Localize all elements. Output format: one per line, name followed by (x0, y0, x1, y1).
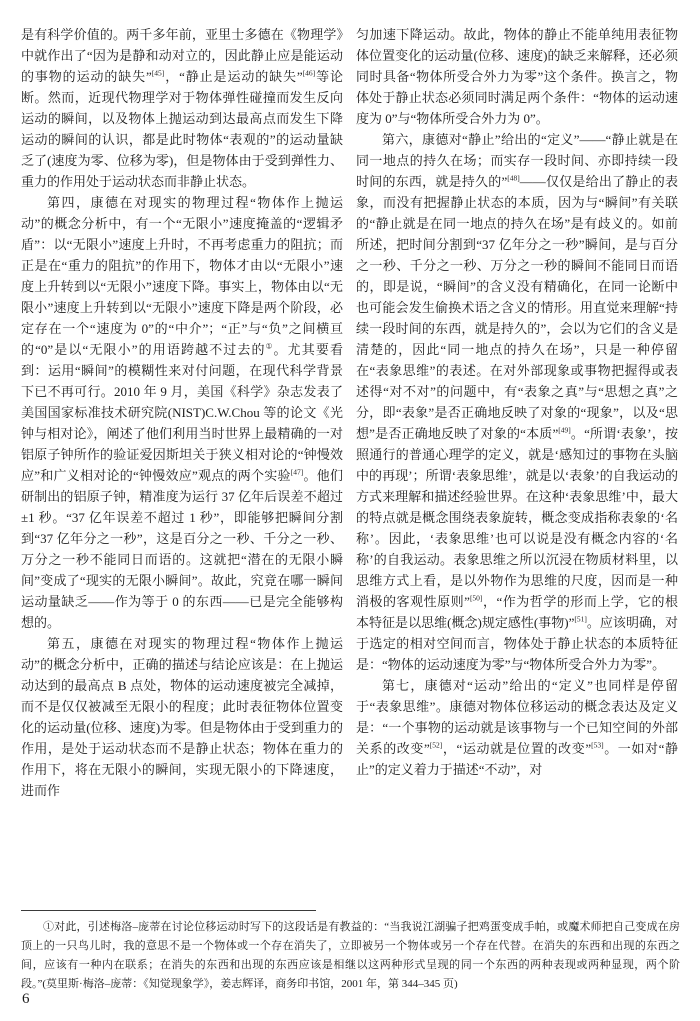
footnote-divider (21, 910, 316, 911)
citation-ref: [52] (429, 740, 443, 750)
citation-ref: [50] (469, 593, 483, 603)
citation-ref: [45] (151, 68, 165, 78)
right-column (356, 24, 678, 801)
citation-ref: [47] (290, 467, 304, 477)
citation-ref: [46] (302, 68, 316, 78)
paragraph: 匀加速下降运动。故此，物体的静止不能单纯用表征物体位置变化的运动量(位移、速度)的缺乏来解释，还必须同时具备“物体所受合外力为零”这个条件。换言之，物体处于静止状态必须同时满足两个条件：“物体的运动速度为 0”与“物体所受合外力为 0”。 (356, 27, 678, 126)
citation-ref: [48] (507, 173, 520, 183)
citation-ref: [51] (574, 614, 587, 624)
page-number: 6 (22, 991, 30, 1007)
citation-ref: [53] (591, 740, 604, 750)
footnote (21, 918, 680, 994)
left-column (21, 24, 343, 801)
paragraph: 第四，康德在对现实的物理过程“物体作上抛运动”的概念分析中，有一个“无限小”速度掩盖的“逻辑矛盾”：以“无限小”速度上升时，不再考虑重力的阻抗；而正是在“重力的阻抗”的作用下，物体才由以“无限小”速度上升转到以“无限小”速度下降。事实上，物体由以“无限小”速度上升转到以“无限小”速度下降是两个阶段，必定存在一个“速度为 0”的“中介”；“正”与“负”之间横亘的“0”是以“无限小”的用语跨越不过去的①。尤其要看到：运用“瞬间”的模糊性来对付问题，在现代科学背景下已不再可行。2010 年 9 月，美国《科学》杂志发表了美国国家标准技术研究院(NIST)C.W.Chou 等的论文《光钟与相对论》，阐述了他们利用当时世界上最精确的一对铝原子钟所作的验证爱因斯坦关于狭义相对论的“钟慢效应”和广义相对论的“钟慢效应”观点的两个实验[47]。他们研制出的铝原子钟，精准度为运行 37 亿年后误差不超过±1 秒。“37 亿年误差不超过 1 秒”，即能够把瞬间分割到“37 亿年分之一秒”，这是百分之一秒、千分之一秒、万分之一秒不能同日而语的。这就把“潜在的无限小瞬间”变成了“现实的无限小瞬间”。故此，究竟在哪一瞬间运动量缺乏——作为等于 0 的东西——已是完全能够构想的。 (21, 195, 343, 630)
paragraph: 第六，康德对“静止”给出的“定义”——“静止就是在同一地点的持久在场；而实存一段时间、亦即持续一段时间的东西，就是持久的”[48]——仅仅是给出了静止的表象，而没有把握静止状态的本质，因为与“瞬间”有关联的“静止就是在同一地点的持久在场”是有歧义的。如前所述，把时间分割到“37 亿年分之一秒”瞬间，是与百分之一秒、千分之一秒、万分之一秒的瞬间不能同日而语的，即是说，“瞬间”的含义没有精确化，在同一论断中也可能会发生偷换术语之含义的情形。用直觉来理解“持续一段时间的东西，就是持久的”，会以为它们的含义是清楚的，因此“同一地点的持久在场”，只是一种停留在“表象思维”的表述。在对外部现象或事物把握得或表述得“对不对”的问题中，有“表象之真”与“思想之真”之分，即“表象”是否正确地反映了对象的“现象”，以及“思想”是否正确地反映了对象的“本质”[49]。“所谓‘表象’，按照通行的普通心理学的定义，就是‘感知过的事物在头脑中的再现’；所谓‘表象思维’，就是以‘表象’的自我运动的方式来理解和描述经验世界。在这种‘表象思维’中，最大的特点就是概念围绕表象旋转，概念变成指称表象的‘名称’。因此，‘表象思维’也可以说是没有概念内容的‘名称’的自我运动。表象思维之所以沉浸在物质材料里，以思维方式上看，是以外物作为思维的尺度，因而是一种消极的客观性原则”[50]，“作为哲学的形而上学，它的根本特征是以思维(概念)规定感性(事物)”[51]。应该明确，对于选定的相对空间而言，物体处于静止状态的本质特征是：“物体的运动速度为零”与“物体所受合外力为零”。 (356, 132, 678, 672)
citation-ref: [49] (558, 425, 571, 435)
paragraph: 第七，康德对“运动”给出的“定义”也同样是停留于“表象思维”。康德对物体位移运动的概念表达及定义是：“一个事物的运动就是该事物与一个已知空间的外部关系的改变”[52]，“运动就是位置的改变”[53]。一如对“静止”的定义着力于描述“不动”，对 (356, 678, 678, 777)
paragraph: 是有科学价值的。两千多年前，亚里士多德在《物理学》中就作出了“因为是静和动对立的，因此静止应是能运动的事物的运动的缺失”[45]，“静止是运动的缺失”[46]等论断。然而，近现代物理学对于物体弹性碰撞而发生反向运动的瞬间，以及物体上抛运动到达最高点而发生下降运动的瞬间的认识，都是此时物体“表观的”的运动量缺乏了(速度为零、位移为零)，但是物体由于受到弹性力、重力的作用处于运动状态而非静止状态。 (21, 27, 343, 189)
paragraph: ①对此，引述梅洛–庞蒂在讨论位移运动时写下的这段话是有教益的：“当我说江湖骗子把鸡蛋变成手帕，或魔术师把自己变成在房顶上的一只鸟儿时，我的意思不是一个物体或一个存在消失了，立即被另一个物体或另一个存在代替。在消失的东西和出现的东西之间，应该有一种内在联系；在消失的东西和出现的东西应该是相继以这两种形式呈现的同一个东西的两种表现或两种显现，两个阶段。”(莫里斯·梅洛–庞蒂：《知觉现象学》，姜志辉译，商务印书馆，2001 年，第 344–345 页) (21, 921, 680, 990)
paragraph: 第五，康德在对现实的物理过程“物体作上抛运动”的概念分析中，正确的描述与结论应该是：在上抛运动达到的最高点 B 点处，物体的运动速度被完全减掉，而不是仅仅被减至无限小的程度；此时表征物体位置变化的运动量(位移、速度)为零。但是物体由于受到重力的作用，是处于运动状态而不是静止状态；物体在重力的作用下，将在无限小的瞬间，实现无限小的下降速度，进而作 (21, 636, 343, 798)
body-columns (21, 24, 679, 801)
citation-ref: ① (265, 341, 274, 351)
